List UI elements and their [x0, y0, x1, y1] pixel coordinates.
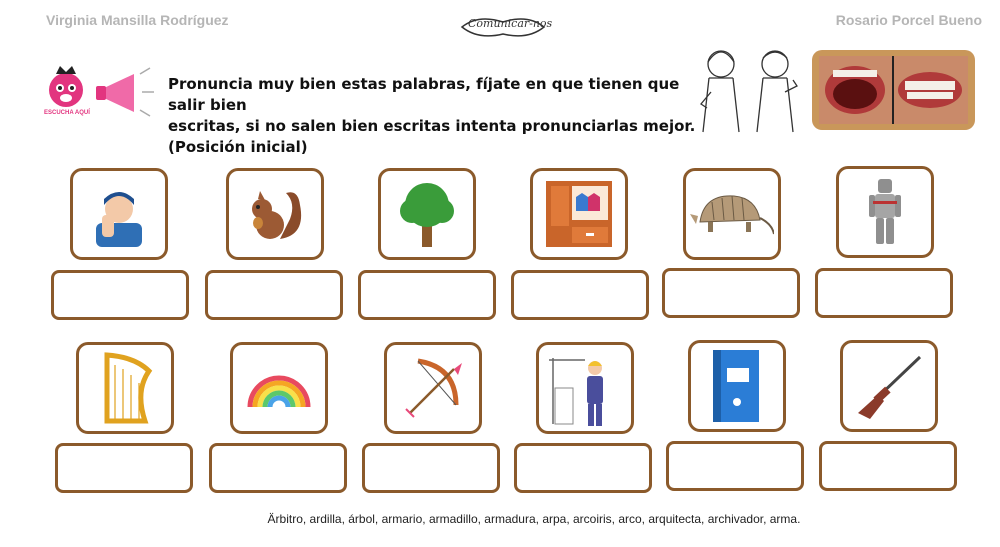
- card-bow-arrow: [384, 342, 482, 434]
- answer-field-5[interactable]: [662, 268, 800, 318]
- author-left: Virginia Mansilla Rodríguez: [46, 12, 229, 28]
- answer-input-2[interactable]: [208, 273, 340, 317]
- answer-input-11[interactable]: [669, 444, 801, 488]
- architect-icon: [545, 348, 625, 428]
- armadillo-icon: [690, 184, 774, 244]
- answer-field-9[interactable]: [362, 443, 500, 493]
- answer-input-1[interactable]: [54, 273, 186, 317]
- sign-language-kids-icon: [693, 42, 805, 134]
- answer-input-7[interactable]: [58, 446, 190, 490]
- rainbow-icon: [244, 363, 314, 413]
- instruction-text: [168, 74, 698, 158]
- answer-field-4[interactable]: [511, 270, 649, 320]
- wardrobe-icon: [542, 177, 616, 251]
- answer-field-7[interactable]: [55, 443, 193, 493]
- answer-input-4[interactable]: [514, 273, 646, 317]
- instruction-line-3: (Posición inicial): [168, 138, 308, 156]
- answer-field-2[interactable]: [205, 270, 343, 320]
- rifle-icon: [854, 351, 924, 421]
- card-rifle: [840, 340, 938, 432]
- answer-field-10[interactable]: [514, 443, 652, 493]
- card-harp: [76, 342, 174, 434]
- card-tree: [378, 168, 476, 260]
- harp-icon: [95, 351, 155, 425]
- card-referee: [70, 168, 168, 260]
- card-rainbow: [230, 342, 328, 434]
- answer-field-8[interactable]: [209, 443, 347, 493]
- binder-icon: [709, 346, 765, 426]
- card-armor: [836, 166, 934, 258]
- card-squirrel: [226, 168, 324, 260]
- word-bank: Ärbitro, ardilla, árbol, armario, armadillo, armadura, arpa, arcoiris, arco, arquitecta, archivador, arma.: [267, 512, 801, 526]
- answer-input-6[interactable]: [818, 271, 950, 315]
- card-binder: [688, 340, 786, 432]
- mouth-photo: [812, 50, 975, 130]
- answer-input-3[interactable]: [361, 273, 493, 317]
- answer-field-11[interactable]: [666, 441, 804, 491]
- answer-field-1[interactable]: [51, 270, 189, 320]
- answer-field-12[interactable]: [819, 441, 957, 491]
- instruction-line-1: Pronuncia muy bien estas palabras, fíjate en que tienen que salir bien: [168, 75, 680, 114]
- armor-icon: [865, 177, 905, 247]
- instruction-line-2: escritas, si no salen bien escritas intenta pronunciarlas mejor.: [168, 117, 696, 135]
- logo-text: Comunicar-nos: [468, 17, 553, 30]
- answer-input-8[interactable]: [212, 446, 344, 490]
- answer-field-3[interactable]: [358, 270, 496, 320]
- referee-icon: [84, 179, 154, 249]
- card-architect: [536, 342, 634, 434]
- answer-input-10[interactable]: [517, 446, 649, 490]
- card-wardrobe: [530, 168, 628, 260]
- answer-input-5[interactable]: [665, 271, 797, 315]
- squirrel-icon: [240, 179, 310, 249]
- answer-input-12[interactable]: [822, 444, 954, 488]
- answer-input-9[interactable]: [365, 446, 497, 490]
- answer-field-6[interactable]: [815, 268, 953, 318]
- author-right: Rosario Porcel Bueno: [835, 12, 982, 28]
- tree-icon: [390, 177, 464, 251]
- bow-arrow-icon: [398, 353, 468, 423]
- mouth-open-icon: [819, 56, 968, 124]
- listen-label: ESCUCHA AQUÍ: [44, 110, 90, 116]
- card-armadillo: [683, 168, 781, 260]
